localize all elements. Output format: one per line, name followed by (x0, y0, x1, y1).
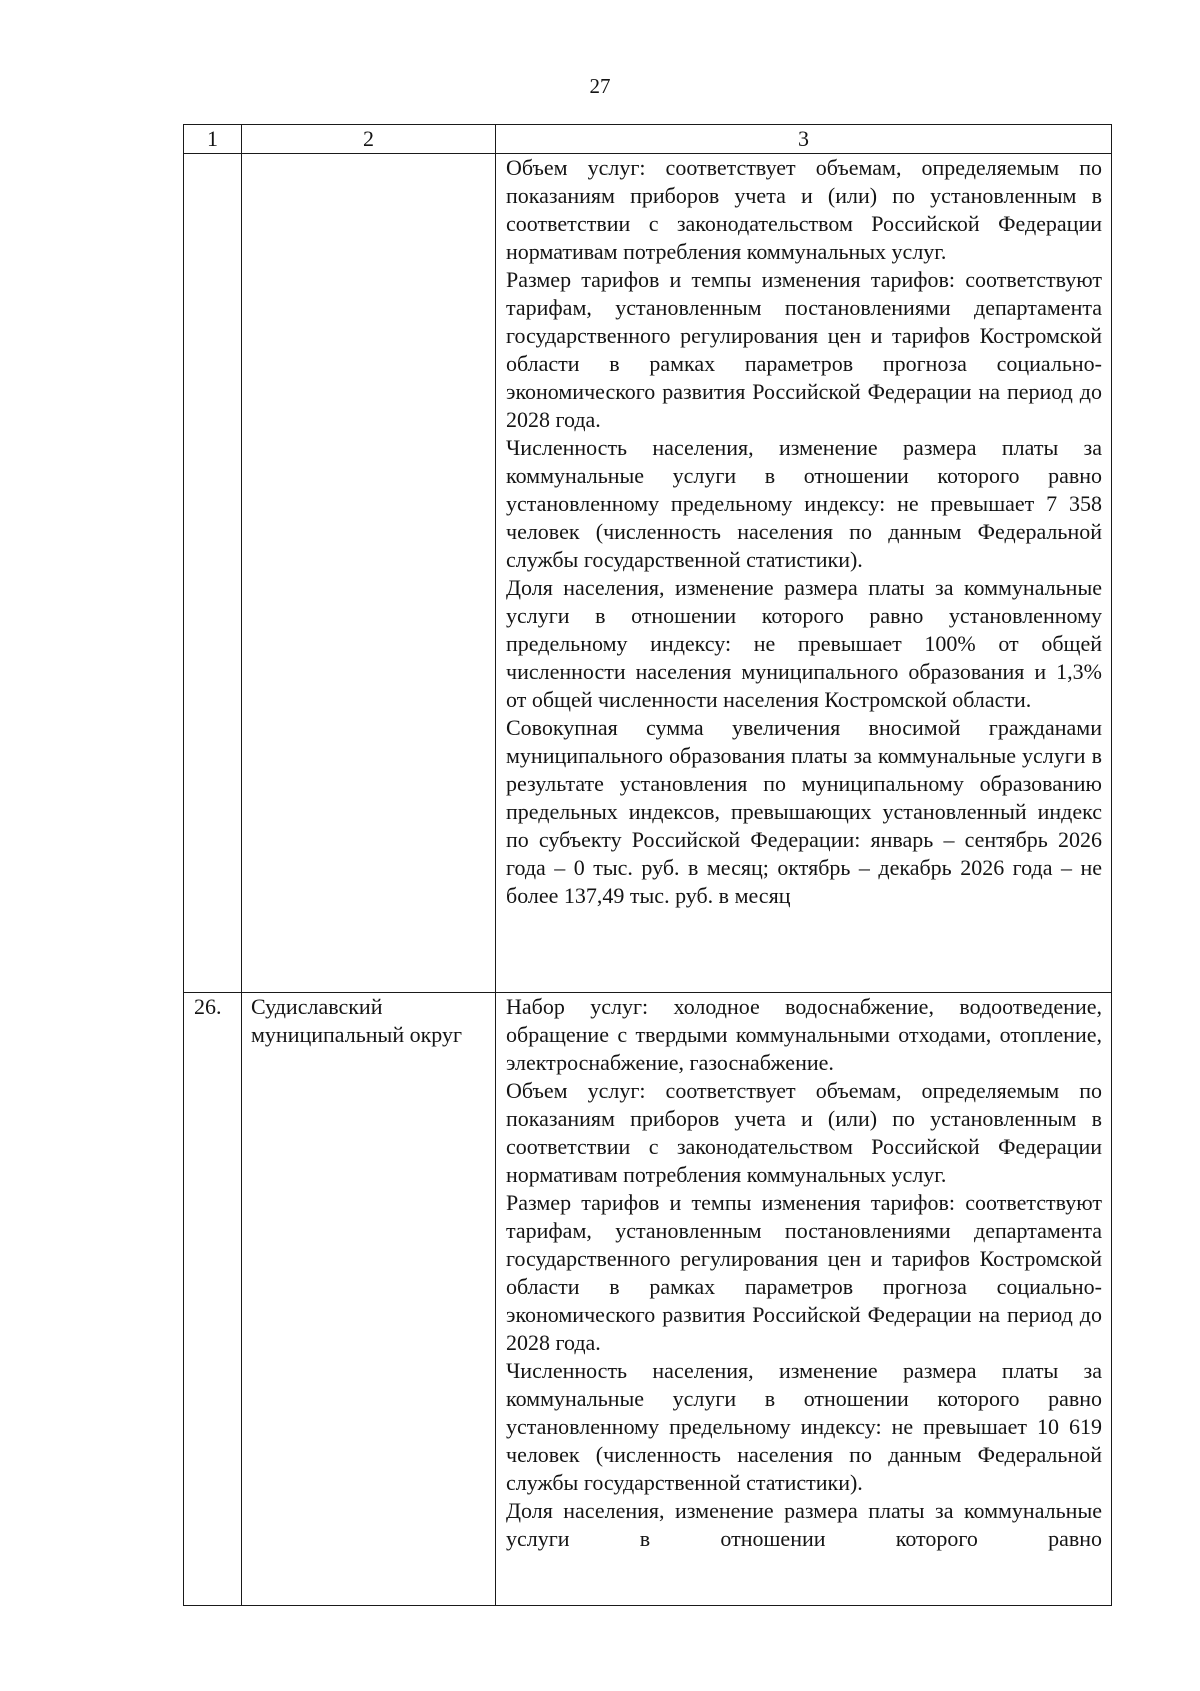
paragraph-services: Набор услуг: холодное водоснабжение, водоотведение, обращение с твердыми коммунальными отходами, отопление, электроснабжение, газоснабжение. (506, 994, 1102, 1075)
table-row (184, 993, 1112, 1606)
paragraph-tariffs: Размер тарифов и темпы изменения тарифов: соответствуют тарифам, установленным постановлениями департамента государственного регулирования цен и тарифов Костромской области в рамках параметров прогноза социально-экономического развития Российской Федерации на период до 2028 года. (506, 1190, 1102, 1355)
paragraph-volume: Объем услуг: соответствует объемам, определяемым по показаниям приборов учета и (или) по установленным в соответствии с законодательством Российской Федерации нормативам потребления коммунальных услуг. (506, 155, 1102, 264)
municipality-name-cell (242, 154, 496, 993)
description-cell (496, 993, 1112, 1606)
paragraph-total-increase: Совокупная сумма увеличения вносимой гражданами муниципального образования платы за коммунальные услуги в результате установления по муниципальному образованию предельных индексов, превышающих установленный индекс по субъекту Российской Федерации: январь – сентябрь 2026 года – 0 тыс. руб. в месяц; октябрь – декабрь 2026 года – не более 137,49 тыс. руб. в месяц (506, 715, 1102, 908)
document-table (183, 124, 1112, 1606)
row-number-cell (184, 154, 242, 993)
table-header-row (184, 125, 1112, 154)
header-cell-2: 2 (242, 125, 496, 154)
description-cell (496, 154, 1112, 993)
paragraph-volume: Объем услуг: соответствует объемам, определяемым по показаниям приборов учета и (или) по установленным в соответствии с законодательством Российской Федерации нормативам потребления коммунальных услуг. (506, 1078, 1102, 1187)
municipality-name-line: муниципальный округ (251, 1022, 463, 1047)
header-cell-1: 1 (184, 125, 242, 154)
paragraph-population: Численность населения, изменение размера платы за коммунальные услуги в отношении которого равно установленному предельному индексу: не превышает 7 358 человек (численность населения по данным Федеральной службы государственной статистики). (506, 435, 1102, 572)
municipality-name-cell (242, 993, 496, 1606)
paragraph-population: Численность населения, изменение размера платы за коммунальные услуги в отношении которого равно установленному предельному индексу: не превышает 10 619 человек (численность населения по данным Федеральной службы государственной статистики). (506, 1358, 1102, 1495)
paragraph-population-share: Доля населения, изменение размера платы за коммунальные услуги в отношении которого равно (506, 1498, 1102, 1551)
page-number: 27 (589, 74, 611, 98)
paragraph-population-share: Доля населения, изменение размера платы за коммунальные услуги в отношении которого равно установленному предельному индексу: не превышает 100% от общей численности населения муниципального образования и 1,3% от общей численности населения Костромской области. (506, 575, 1102, 712)
municipality-name-line: Судиславский (251, 994, 383, 1019)
header-cell-3: 3 (496, 125, 1112, 154)
paragraph-tariffs: Размер тарифов и темпы изменения тарифов: соответствуют тарифам, установленным постановлениями департамента государственного регулирования цен и тарифов Костромской области в рамках параметров прогноза социально-экономического развития Российской Федерации на период до 2028 года. (506, 267, 1102, 432)
table-row (184, 154, 1112, 993)
row-number-cell: 26. (184, 993, 242, 1606)
